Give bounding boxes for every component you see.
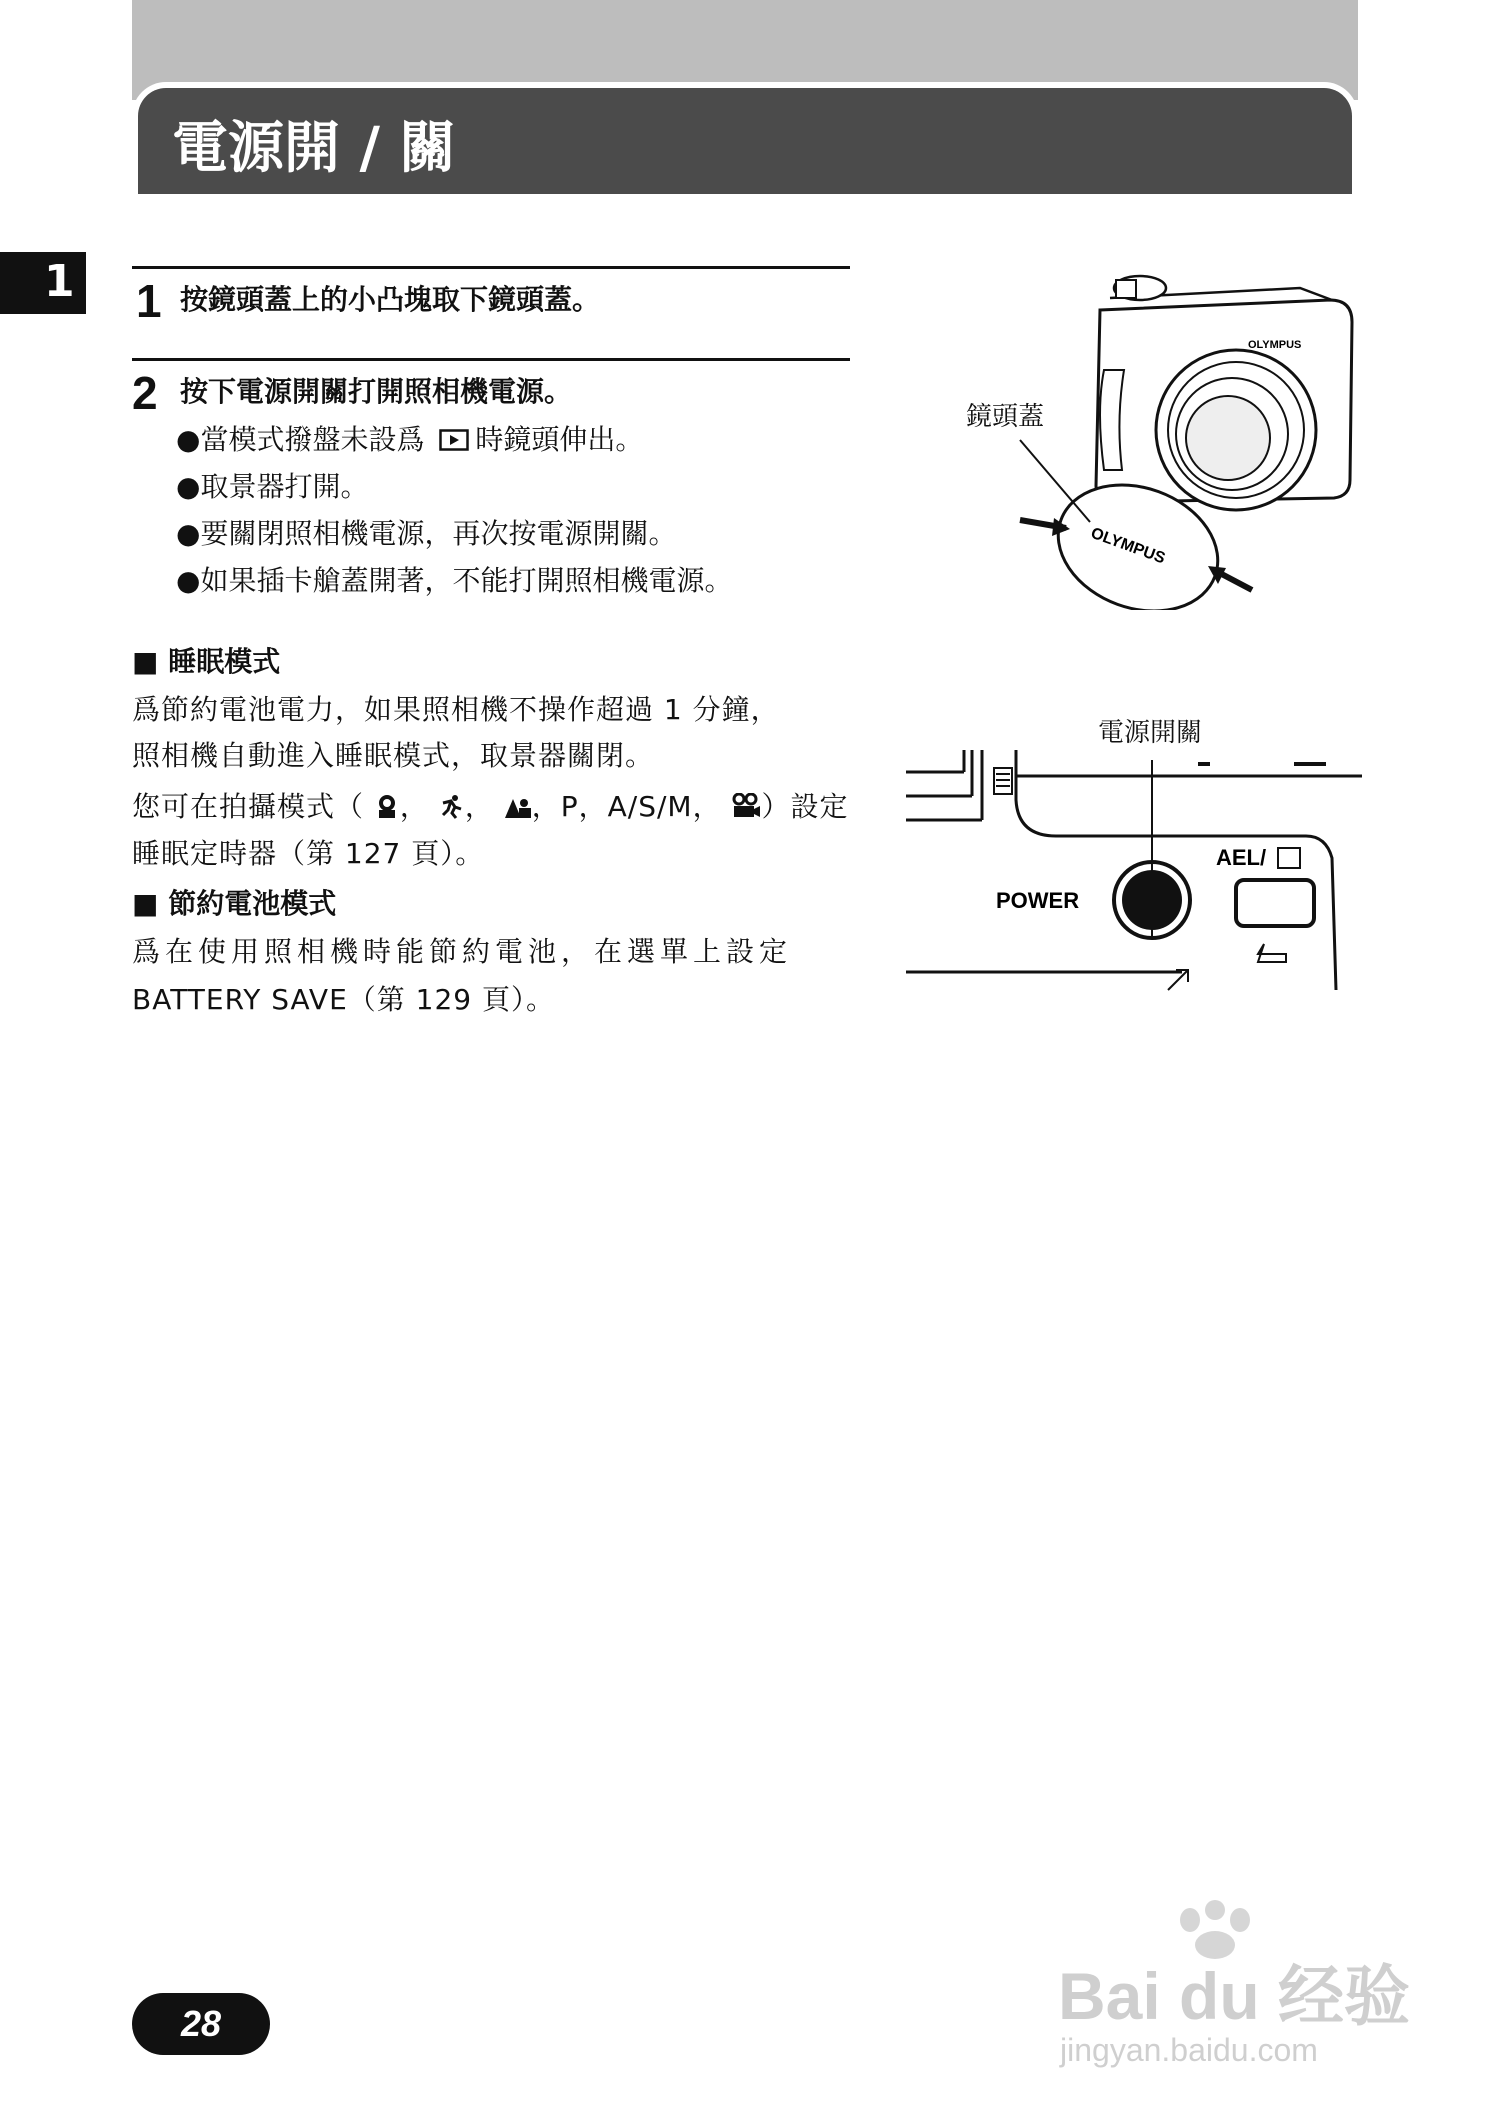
chapter-number: 1 [44, 256, 75, 307]
cap-brand-text: OLYMPUS [1088, 524, 1168, 568]
step2-top-rule [132, 358, 850, 361]
bullet-item-2 [176, 465, 368, 505]
sleep-mode-heading [132, 640, 280, 680]
power-button-label: POWER [996, 888, 1080, 913]
step2-text: 按下電源開關打開照相機電源。 [180, 375, 573, 408]
title-bar [132, 82, 1358, 194]
bullet-dot: ● [176, 470, 201, 503]
bullet-text-before: 當模式撥盤未設爲 [200, 423, 425, 456]
battery-save-heading-text: 節約電池模式 [168, 887, 337, 920]
sleep-line-3: 您可在拍攝模式（ ， ， ，P，A/S/M， ）設定 [132, 785, 849, 826]
bullet-text: 如果插卡艙蓋開著，不能打開照相機電源。 [200, 564, 733, 597]
lens-cap-label: 鏡頭蓋 [966, 402, 1045, 432]
sleep-line-3-after: ）設定 [761, 790, 849, 823]
watermark-main: Bai du 经验 [1058, 1959, 1411, 2033]
page-number: 28 [180, 2003, 222, 2044]
bullet-item-1 [176, 418, 643, 458]
power-switch-illustration [906, 740, 1366, 1000]
sleep-line-2: 照相機自動進入睡眠模式，取景器關閉。 [132, 739, 655, 772]
bullet-text: 取景器打開。 [200, 470, 369, 503]
body-brand-text: OLYMPUS [1248, 339, 1302, 351]
square-bullet-icon: ■ [132, 887, 169, 920]
page-number-badge [132, 1993, 270, 2055]
bullet-dot: ● [176, 564, 201, 597]
bullet-text: 要關閉照相機電源，再次按電源開關。 [200, 517, 677, 550]
sports-mode-icon [439, 793, 465, 826]
step1-text: 按鏡頭蓋上的小凸塊取下鏡頭蓋。 [180, 283, 601, 316]
bullet-item-3 [176, 512, 676, 552]
ael-button-label: AEL/ [1216, 845, 1267, 870]
movie-mode-icon [731, 793, 761, 826]
page-title: 電源開 / 關 [172, 116, 456, 181]
bullet-dot: ● [176, 423, 201, 456]
step1-number: 1 [136, 275, 162, 327]
landscape-portrait-mode-icon [504, 793, 532, 826]
step2-number: 2 [132, 367, 158, 419]
power-switch-label: 電源開關 [1098, 718, 1203, 748]
sleep-line-3-before: 您可在拍攝模式（ [132, 790, 365, 823]
sleep-line-4: 睡眠定時器（第 127 頁）。 [132, 837, 485, 870]
battery-line-2: BATTERY SAVE（第 129 頁）。 [132, 983, 556, 1016]
watermark-sub: jingyan.baidu.com [1060, 2032, 1318, 2068]
bullet-item-4 [176, 559, 732, 599]
sleep-line-3-mid: ，P，A/S/M， [531, 790, 722, 823]
battery-save-heading [132, 882, 336, 922]
bullet-dot: ● [176, 517, 201, 550]
square-bullet-icon: ■ [132, 645, 169, 678]
sleep-line-1: 爲節約電池電力，如果照相機不操作超過 1 分鐘， [132, 693, 780, 726]
bullet-text-after: 時鏡頭伸出。 [475, 423, 644, 456]
battery-line-1: 爲在使用照相機時能節約電池，在選單上設定 [132, 935, 793, 968]
step1-top-rule [132, 266, 850, 269]
play-mode-icon [439, 425, 469, 458]
camera-lens-cap-illustration [1000, 260, 1360, 610]
sleep-mode-heading-text: 睡眠模式 [168, 645, 281, 678]
chapter-tab [0, 252, 86, 314]
portrait-mode-icon [374, 793, 400, 826]
